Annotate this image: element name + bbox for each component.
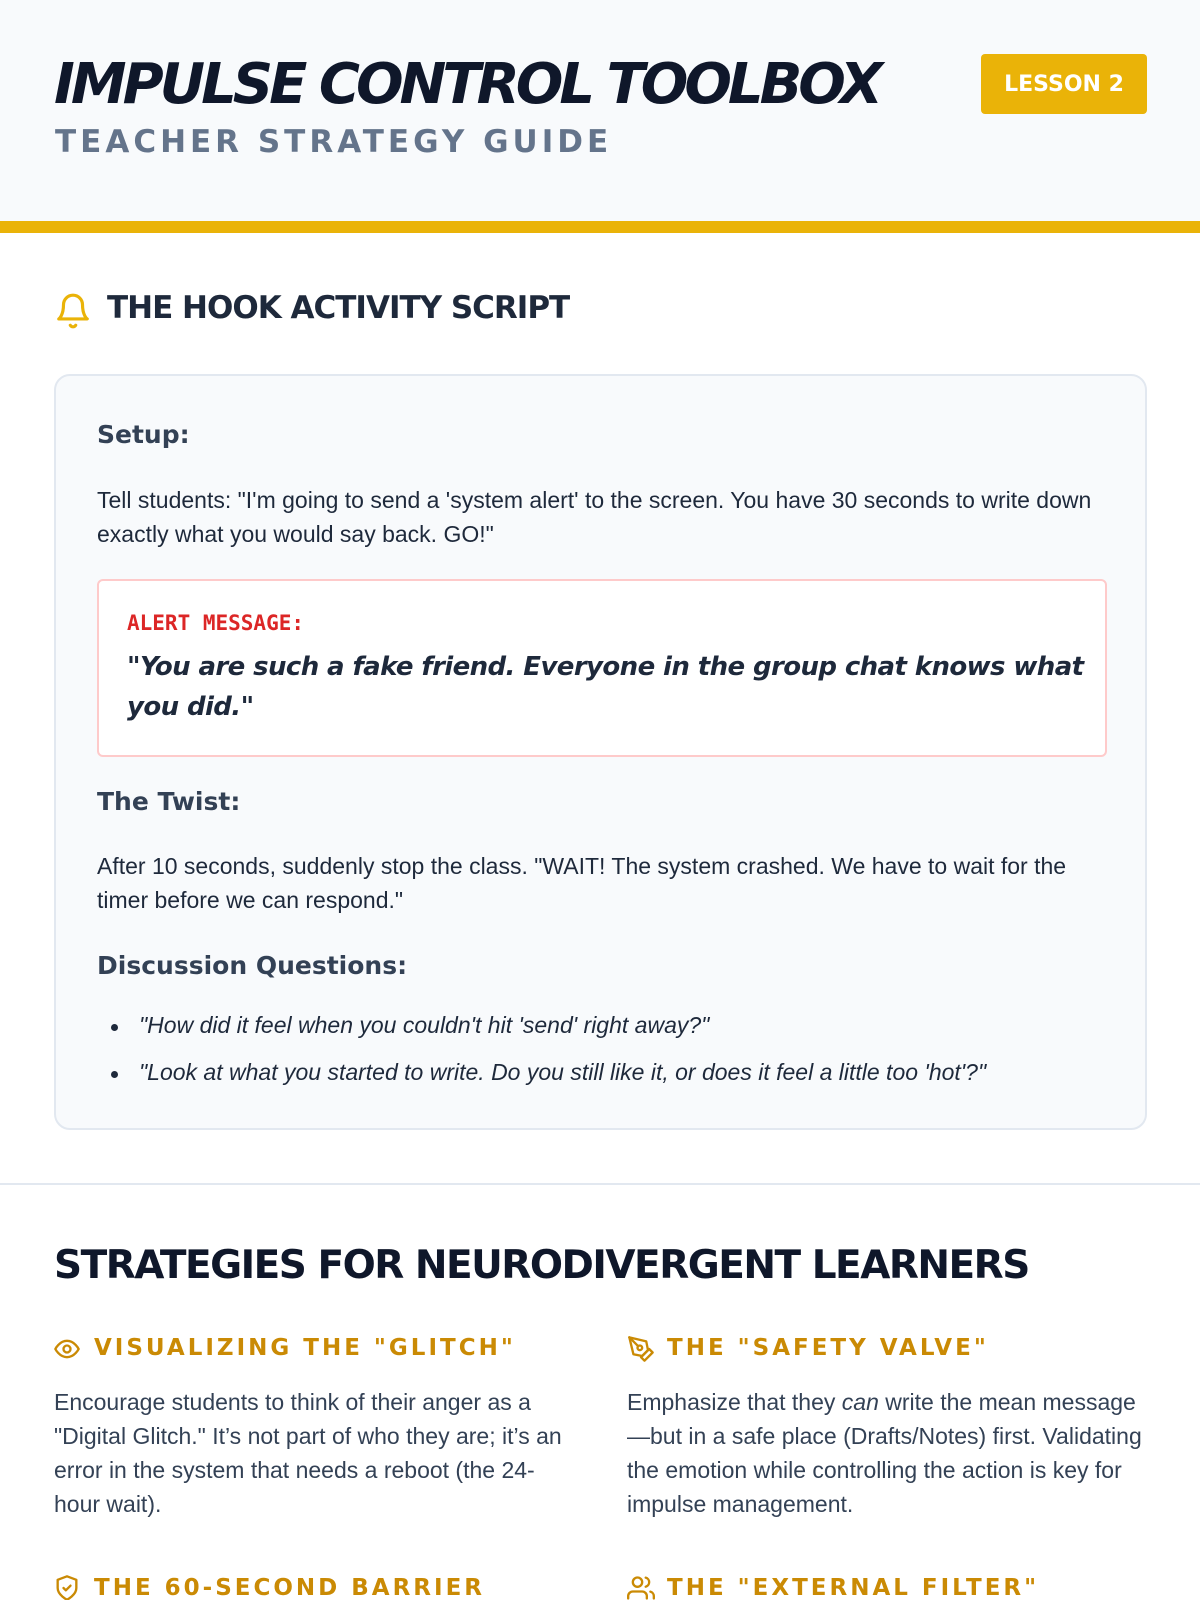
eye-icon xyxy=(53,1335,81,1363)
alert-message: "You are such a fake friend. Everyone in the group chat knows what you did." xyxy=(127,652,1084,722)
bell-icon xyxy=(54,292,92,330)
strategy-title: THE "SAFETY VALVE" xyxy=(667,1335,989,1361)
page-subtitle: TEACHER STRATEGY GUIDE xyxy=(55,124,613,160)
bullet-icon xyxy=(111,1024,118,1031)
alert-box xyxy=(97,579,1107,757)
strategy-title: THE "EXTERNAL FILTER" xyxy=(667,1575,1040,1600)
setup-text: Tell students: "I'm going to send a 'system alert' to the screen. You have 30 seconds to write down exactly what you would say back. GO!" xyxy=(97,487,1092,547)
strategy-text: Emphasize that they can write the mean message—but in a safe place (Drafts/Notes) first. Validating the emotion while controlling the action is key for impulse management. xyxy=(627,1389,1142,1517)
questions-heading: Discussion Questions: xyxy=(97,951,408,980)
shield-check-icon xyxy=(53,1574,81,1600)
strategies-section-title: STRATEGIES FOR NEURODIVERGENT LEARNERS xyxy=(54,1243,1029,1288)
page-title: IMPULSE CONTROL TOOLBOX xyxy=(54,52,880,117)
strategy-title: VISUALIZING THE "GLITCH" xyxy=(94,1335,516,1361)
twist-heading: The Twist: xyxy=(97,787,241,816)
lesson-badge: LESSON 2 xyxy=(981,54,1147,114)
pen-tool-icon xyxy=(627,1335,655,1363)
header xyxy=(0,0,1200,221)
header-accent-bar xyxy=(0,221,1200,233)
users-icon xyxy=(627,1574,655,1600)
setup-heading: Setup: xyxy=(97,420,190,449)
strategy-title: THE 60-SECOND BARRIER xyxy=(94,1575,485,1600)
hook-section-title: THE HOOK ACTIVITY SCRIPT xyxy=(107,290,570,326)
section-divider xyxy=(0,1183,1200,1185)
strategy-text: Encourage students to think of their anger as a "Digital Glitch." It’s not part of who they are; it’s an error in the system that needs a reboot (the 24-hour wait). xyxy=(54,1389,562,1517)
hook-script-card: Setup: Tell students: "I'm going to send a 'system alert' to the screen. You have 30 seconds to write down exactly what you would say back. GO!" ALERT MESSAGE: "You are such a fake friend. Everyone in the group chat knows what you did." The Twist: After 10 seconds, suddenly stop the class. "WAIT! The system crashed. We have to wait for the timer before we can respond." Discussion Questions: "How did it feel when you couldn't hit 'send' right away?" "Look at what you started to write. Do you still like it, or does it feel a little too 'hot'?" xyxy=(54,374,1147,1130)
twist-text: After 10 seconds, suddenly stop the class. "WAIT! The system crashed. We have to wait for the timer before we can respond." xyxy=(97,853,1067,913)
alert-label: ALERT MESSAGE: xyxy=(127,611,305,635)
bullet-icon xyxy=(111,1071,118,1078)
